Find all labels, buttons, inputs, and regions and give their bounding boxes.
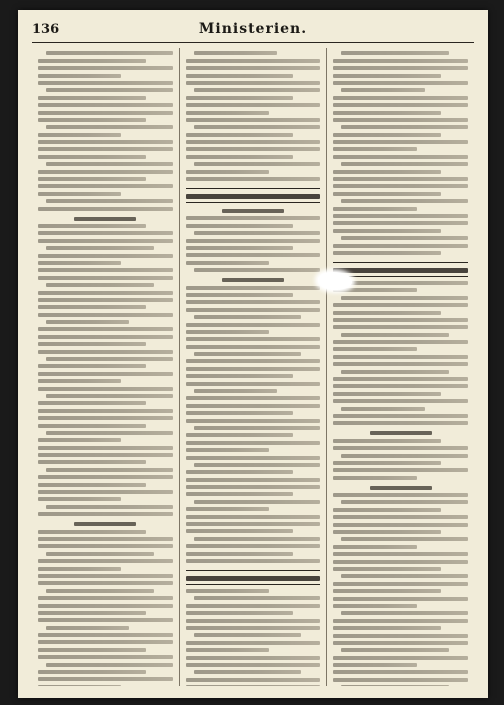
text-line: [186, 485, 321, 489]
text-line: [194, 51, 277, 55]
section-heading: [333, 262, 468, 277]
text-line: [38, 401, 146, 405]
text-line: [186, 433, 294, 437]
text-line: [333, 111, 441, 115]
text-line: [186, 293, 294, 297]
text-line: [186, 411, 294, 415]
text-line: [333, 523, 468, 527]
text-line: [194, 596, 321, 600]
text-line: [341, 574, 468, 578]
text-line: [38, 567, 121, 571]
text-line: [38, 475, 173, 479]
text-line: [46, 431, 173, 435]
text-line: [333, 515, 468, 519]
text-line: [333, 461, 441, 465]
text-line: [38, 596, 173, 600]
text-line: [333, 340, 468, 344]
text-line: [186, 147, 321, 151]
text-line: [186, 330, 269, 334]
text-line: [186, 177, 321, 181]
text-line: [46, 663, 173, 667]
text-line: [186, 507, 269, 511]
text-line: [186, 81, 321, 85]
text-line: [38, 155, 146, 159]
text-line: [38, 298, 173, 302]
text-line: [341, 125, 468, 129]
text-line: [186, 396, 321, 400]
text-line: [333, 377, 468, 381]
text-line: [38, 103, 173, 107]
text-line: [46, 626, 129, 630]
text-line: [194, 352, 302, 356]
text-line: [341, 88, 424, 92]
text-line: [46, 589, 154, 593]
text-line: [333, 508, 441, 512]
text-line: [186, 374, 294, 378]
text-line: [186, 253, 321, 257]
text-line: [186, 522, 321, 526]
text-line: [341, 236, 468, 240]
section-heading-line: [333, 268, 468, 273]
text-line: [333, 678, 468, 682]
text-line: [333, 155, 468, 159]
text-line: [333, 133, 441, 137]
text-line: [38, 677, 173, 681]
text-line: [46, 88, 173, 92]
text-line: [38, 512, 173, 516]
text-line: [333, 446, 468, 450]
text-line: [333, 589, 441, 593]
text-line: [38, 364, 146, 368]
text-line: [38, 170, 173, 174]
text-line: [194, 389, 277, 393]
subheading: [370, 431, 432, 435]
text-line: [341, 407, 424, 411]
text-line: [38, 544, 173, 548]
text-line: [333, 118, 468, 122]
text-line: [194, 268, 321, 272]
text-line: [38, 342, 146, 346]
text-line: [46, 357, 173, 361]
text-line: [194, 315, 302, 319]
running-head: Ministerien.: [198, 21, 308, 37]
text-line: [46, 320, 129, 324]
text-line: [38, 460, 146, 464]
text-line: [38, 416, 173, 420]
text-line: [46, 125, 173, 129]
text-line: [333, 468, 468, 472]
text-line: [38, 490, 173, 494]
text-line: [333, 325, 468, 329]
text-line: [333, 288, 416, 292]
text-line: [333, 384, 468, 388]
text-line: [186, 246, 294, 250]
document-page: [18, 10, 488, 698]
text-line: [186, 74, 294, 78]
text-line: [194, 670, 302, 674]
text-line: [186, 133, 294, 137]
text-line: [341, 537, 468, 541]
text-line: [186, 103, 321, 107]
text-line: [341, 333, 449, 337]
text-line: [186, 611, 294, 615]
text-line: [341, 370, 449, 374]
text-line: [194, 500, 321, 504]
text-line: [38, 192, 121, 196]
text-line: [341, 685, 449, 686]
text-line: [38, 276, 173, 280]
text-line: [38, 291, 173, 295]
text-line: [186, 359, 321, 363]
text-line: [38, 387, 173, 391]
text-line: [38, 254, 173, 258]
text-line: [186, 337, 321, 341]
text-line: [38, 239, 173, 243]
text-line: [38, 559, 173, 563]
text-line: [38, 184, 173, 188]
text-line: [38, 581, 173, 585]
text-line: [186, 404, 321, 408]
text-line: [46, 51, 173, 55]
section-heading-line: [186, 576, 321, 581]
text-line: [38, 497, 121, 501]
text-line: [38, 446, 173, 450]
text-line: [38, 81, 173, 85]
text-line: [38, 207, 173, 211]
text-line: [38, 118, 146, 122]
text-line: [38, 133, 121, 137]
text-line: [333, 318, 468, 322]
text-line: [38, 611, 146, 615]
scan-blemish: [318, 272, 352, 290]
text-line: [38, 231, 173, 235]
text-line: [341, 296, 468, 300]
text-line: [46, 199, 173, 203]
text-line: [186, 345, 321, 349]
text-columns: [32, 48, 474, 686]
text-line: [186, 155, 294, 159]
text-line: [38, 372, 173, 376]
text-line: [333, 663, 416, 667]
text-line: [38, 335, 173, 339]
text-line: [333, 656, 468, 660]
text-line: [38, 224, 146, 228]
text-line: [186, 492, 294, 496]
subheading: [74, 217, 136, 221]
text-line: [341, 648, 449, 652]
text-line: [186, 382, 321, 386]
text-line: [186, 626, 321, 630]
text-line: [38, 409, 173, 413]
text-line: [333, 670, 468, 674]
text-line: [186, 239, 321, 243]
text-line: [38, 268, 173, 272]
text-line: [333, 207, 416, 211]
text-line: [333, 597, 468, 601]
text-line: [38, 640, 173, 644]
text-line: [194, 125, 321, 129]
text-line: [186, 224, 294, 228]
text-line: [186, 678, 321, 682]
text-line: [333, 281, 468, 285]
text-line: [333, 530, 441, 534]
page-header: [32, 20, 474, 43]
subheading-line: [222, 278, 284, 282]
text-line: [186, 470, 294, 474]
column-right: [326, 48, 474, 686]
column-middle: [179, 48, 327, 686]
text-line: [333, 177, 468, 181]
text-line: [186, 261, 269, 265]
text-line: [333, 604, 416, 608]
text-line: [333, 66, 468, 70]
text-line: [46, 505, 173, 509]
text-line: [333, 414, 468, 418]
text-line: [333, 641, 468, 645]
text-line: [333, 184, 468, 188]
text-line: [333, 103, 468, 107]
text-line: [333, 476, 416, 480]
text-line: [186, 656, 321, 660]
text-line: [333, 170, 441, 174]
subheading-line: [74, 522, 136, 526]
text-line: [186, 59, 321, 63]
text-line: [46, 552, 154, 556]
section-heading: [186, 570, 321, 585]
section-heading: [186, 188, 321, 203]
text-line: [38, 177, 146, 181]
text-line: [333, 392, 441, 396]
text-line: [186, 66, 321, 70]
text-line: [186, 589, 269, 593]
text-line: [186, 140, 321, 144]
text-line: [333, 626, 441, 630]
text-line: [186, 641, 321, 645]
text-line: [341, 199, 468, 203]
text-line: [38, 685, 121, 686]
text-line: [186, 111, 269, 115]
text-line: [186, 478, 321, 482]
text-line: [194, 162, 321, 166]
text-line: [186, 300, 321, 304]
text-line: [333, 567, 441, 571]
text-line: [333, 439, 441, 443]
text-line: [38, 424, 146, 428]
text-line: [38, 350, 173, 354]
text-line: [333, 192, 441, 196]
text-line: [186, 648, 269, 652]
text-line: [38, 604, 173, 608]
text-line: [46, 394, 173, 398]
text-line: [38, 453, 173, 457]
text-line: [186, 604, 321, 608]
text-line: [186, 619, 321, 623]
text-line: [341, 454, 468, 458]
text-line: [38, 483, 146, 487]
subheading-line: [370, 486, 432, 490]
text-line: [38, 648, 146, 652]
subheading-line: [74, 217, 136, 221]
text-line: [333, 311, 441, 315]
subheading-line: [370, 431, 432, 435]
text-line: [186, 419, 321, 423]
text-line: [186, 515, 321, 519]
text-line: [38, 111, 173, 115]
text-line: [194, 88, 321, 92]
text-line: [186, 448, 269, 452]
text-line: [186, 559, 321, 563]
text-line: [333, 74, 441, 78]
page-number: 136: [32, 22, 60, 37]
text-line: [333, 355, 468, 359]
subheading: [370, 486, 432, 490]
text-line: [38, 670, 146, 674]
text-line: [38, 655, 173, 659]
text-line: [333, 552, 468, 556]
text-line: [194, 231, 321, 235]
text-line: [38, 327, 173, 331]
text-line: [186, 216, 321, 220]
text-line: [333, 347, 416, 351]
text-line: [38, 537, 173, 541]
subheading: [74, 522, 136, 526]
subheading: [222, 209, 284, 213]
text-line: [186, 529, 294, 533]
text-line: [333, 221, 468, 225]
text-line: [341, 162, 468, 166]
text-line: [38, 633, 173, 637]
text-line: [38, 574, 173, 578]
text-line: [38, 305, 146, 309]
text-line: [194, 633, 302, 637]
text-line: [46, 468, 173, 472]
text-line: [186, 544, 321, 548]
text-line: [38, 66, 173, 70]
text-line: [186, 96, 294, 100]
text-line: [333, 545, 416, 549]
text-line: [333, 147, 416, 151]
text-line: [333, 96, 468, 100]
text-line: [186, 663, 321, 667]
text-line: [194, 463, 321, 467]
text-line: [46, 283, 154, 287]
text-line: [333, 140, 468, 144]
text-line: [38, 59, 146, 63]
text-line: [186, 685, 321, 686]
text-line: [341, 51, 449, 55]
text-line: [38, 530, 146, 534]
text-line: [333, 214, 468, 218]
text-line: [38, 313, 173, 317]
text-line: [38, 261, 121, 265]
text-line: [341, 611, 468, 615]
text-line: [46, 162, 173, 166]
text-line: [38, 96, 146, 100]
text-line: [333, 303, 468, 307]
text-line: [194, 426, 321, 430]
subheading-line: [222, 209, 284, 213]
text-line: [38, 618, 173, 622]
text-line: [333, 493, 468, 497]
text-line: [186, 170, 269, 174]
text-line: [333, 634, 468, 638]
text-line: [333, 229, 441, 233]
text-line: [38, 140, 173, 144]
text-line: [333, 560, 468, 564]
text-line: [341, 500, 468, 504]
text-line: [186, 456, 321, 460]
text-line: [186, 441, 321, 445]
text-line: [186, 286, 321, 290]
subheading: [222, 278, 284, 282]
text-line: [333, 421, 468, 425]
text-line: [38, 147, 173, 151]
text-line: [38, 438, 121, 442]
text-line: [333, 244, 468, 248]
text-line: [333, 251, 441, 255]
text-line: [194, 537, 321, 541]
text-line: [333, 81, 468, 85]
column-left: [32, 48, 179, 686]
text-line: [333, 59, 468, 63]
text-line: [333, 582, 468, 586]
text-line: [46, 246, 154, 250]
section-heading-line: [186, 194, 321, 199]
text-line: [38, 379, 121, 383]
text-line: [333, 362, 468, 366]
text-line: [186, 552, 294, 556]
text-line: [186, 118, 321, 122]
text-line: [333, 619, 468, 623]
text-line: [186, 308, 321, 312]
text-line: [333, 399, 468, 403]
text-line: [38, 74, 121, 78]
text-line: [186, 323, 321, 327]
text-line: [186, 367, 321, 371]
